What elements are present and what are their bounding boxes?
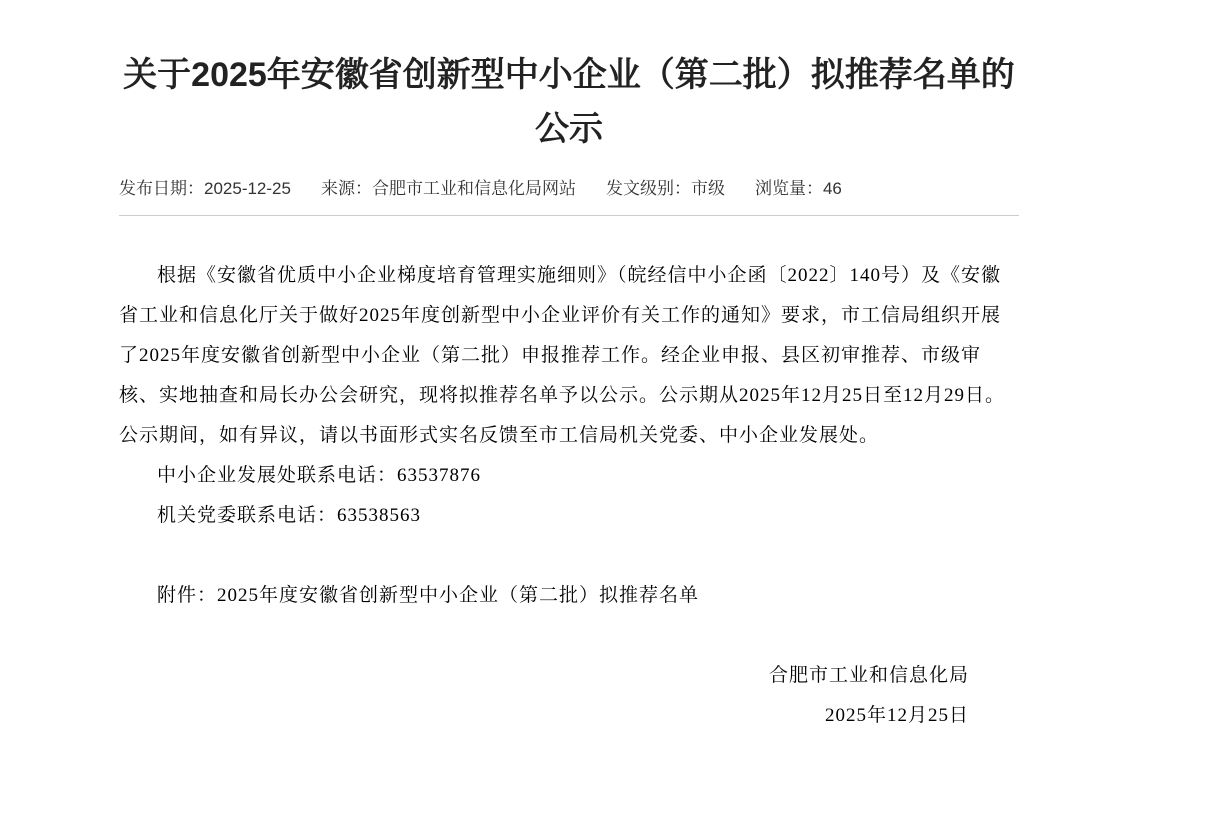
announcement-page <box>119 48 1019 736</box>
page-title: 关于2025年安徽省创新型中小企业（第二批）拟推荐名单的公示 <box>123 56 1015 148</box>
signature-organization: 合肥市工业和信息化局 <box>768 665 969 686</box>
document-body <box>119 256 1019 736</box>
header-divider <box>119 215 1019 216</box>
contact-sme-division-phone: 中小企业发展处联系电话：63537876 <box>157 465 482 486</box>
meta-bar <box>119 178 1019 200</box>
contact-party-committee-phone: 机关党委联系电话：63538563 <box>157 505 422 526</box>
body-paragraph: 根据《安徽省优质中小企业梯度培育管理实施细则》（皖经信中小企函〔2022〕140号）及《安徽省工业和信息化厅关于做好2025年度创新型中小企业评价有关工作的通知》要求，市工信局组织开展了2025年度安徽省创新型中小企业（第二批）申报推荐工作。经企业申报、县区初审推荐、市级审核、实地抽查和局长办公会研究，现将拟推荐名单予以公示。公示期从2025年12月25日至12月29日。公示期间，如有异议，请以书面形式实名反馈至市工信局机关党委、中小企业发展处。 <box>119 265 1006 446</box>
meta-publish-date-label: 发布日期： <box>119 179 204 198</box>
attachment-link[interactable]: 附件：2025年度安徽省创新型中小企业（第二批）拟推荐名单 <box>157 585 700 606</box>
meta-doc-level <box>606 178 725 200</box>
meta-doc-level-label: 发文级别： <box>605 179 691 198</box>
signature-date: 2025年12月25日 <box>824 705 969 726</box>
meta-source <box>321 178 576 200</box>
meta-source-label: 来源： <box>320 179 372 198</box>
meta-publish-date <box>119 178 291 200</box>
meta-view-count-label: 浏览量： <box>754 179 823 198</box>
meta-view-count <box>755 178 842 200</box>
meta-doc-level-value: 市级 <box>690 179 725 198</box>
meta-publish-date-value: 2025-12-25 <box>204 179 291 198</box>
meta-view-count-value: 46 <box>822 179 842 198</box>
meta-source-value: 合肥市工业和信息化局网站 <box>371 179 576 198</box>
